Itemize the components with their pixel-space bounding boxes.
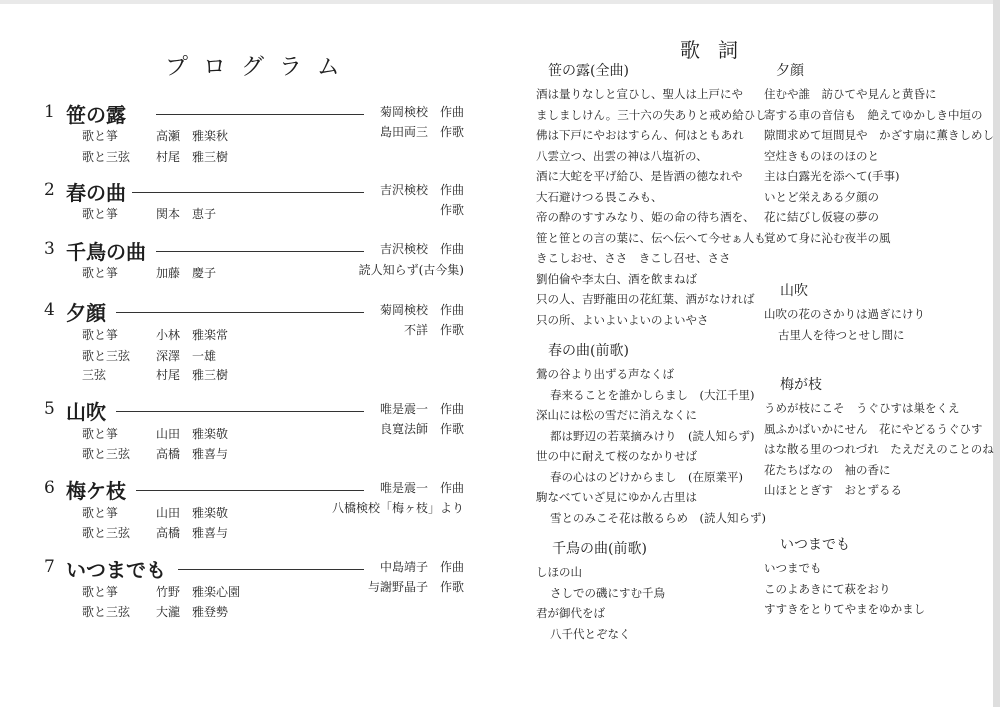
lyric-line: 駒なべていざ見にゆかん古里は (536, 490, 697, 504)
lyricist-credit: 作歌 (439, 203, 464, 217)
program-item (44, 298, 464, 382)
performer-role: 歌と箏 (82, 585, 119, 599)
program-item-number: 7 (44, 557, 55, 577)
lyric-line: 深山には松の雪だに消えなくに (536, 408, 697, 422)
song-title: 春の曲(前歌) (548, 343, 629, 359)
lyric-line: 住むや誰 訪ひてや見んと黄昏に (764, 87, 937, 101)
lyric-line: さしでの磯にすむ千鳥 (550, 585, 665, 600)
performer-row (82, 366, 228, 383)
lyric-line: 山吹の花のさかりは過ぎにけり (764, 307, 925, 321)
lyric-line: 隙間求めて垣間見や かざす扇に薫きしめし (764, 128, 994, 142)
lyric-line: 花たちばなの 袖の香に (764, 462, 891, 477)
song-title: いつまでも (780, 537, 850, 553)
program-item-number: 1 (44, 102, 55, 122)
page-top-edge (0, 0, 1000, 4)
lyric-line: ましましけん。三十六の失ありと戒め給ひし (536, 107, 767, 122)
performer-role: 歌と箏 (82, 266, 119, 280)
performer-row (82, 326, 228, 343)
performer-row (82, 425, 228, 442)
performer-row (82, 603, 228, 620)
lyric-line: 覚めて身に沁む夜半の風 (764, 230, 891, 245)
lyric-line: 春来ることを誰かしらまし (大江千里) (550, 387, 755, 402)
lyricist-credit: 読人知らず(古今集) (358, 263, 464, 277)
composer-credit: 吉沢検校 作曲 (379, 242, 464, 256)
lyric-line: 帝の酔のすすみなり、姫の命の待ち酒を、 (536, 210, 755, 224)
lyrics-song (764, 536, 925, 620)
performer-row (82, 524, 228, 541)
performer-name: 小林 雅楽常 (156, 328, 229, 342)
performer-row (82, 445, 228, 462)
program-item-number: 6 (44, 478, 55, 498)
performer-row (82, 504, 228, 521)
performer-role: 歌と箏 (82, 328, 119, 342)
program-item (44, 397, 464, 461)
performer-name: 山田 雅楽敬 (156, 506, 229, 520)
program-item-number: 4 (44, 300, 55, 320)
leader-rule (132, 192, 364, 193)
program-item-title: 千鳥の曲 (66, 240, 146, 264)
lyricist-credit: 不詳 作歌 (403, 323, 464, 337)
leader-rule (178, 569, 364, 570)
leader-rule (156, 251, 364, 252)
program-item-title: 笹の露 (66, 103, 126, 127)
performer-role: 歌と箏 (82, 506, 119, 520)
lyric-line: 風ふかばいかにせん 花にやどるうぐひす (764, 421, 983, 436)
performer-name: 関本 恵子 (156, 207, 217, 221)
lyric-line: 春の心はのどけからまし (在原業平) (550, 469, 743, 484)
performer-name: 竹野 雅楽心園 (156, 585, 241, 599)
lyric-line: 空炷きものほのほのと (764, 148, 879, 163)
program-item-title: 山吹 (66, 400, 106, 424)
performer-name: 山田 雅楽敬 (156, 427, 229, 441)
performer-role: 歌と箏 (82, 129, 119, 143)
lyrics-song (536, 62, 767, 330)
composer-credit: 唯是震一 作曲 (379, 402, 464, 416)
lyric-line: いとど栄えある夕顔の (764, 189, 879, 204)
composer-credit: 菊岡検校 作曲 (379, 105, 464, 119)
performer-name: 村尾 雅三樹 (156, 368, 229, 382)
performer-name: 深澤 一雄 (156, 349, 217, 363)
lyric-line: 雪とのみこそ花は散るらめ (読人知らず) (550, 510, 766, 525)
page-right-edge (993, 0, 1000, 707)
lyric-line: 古里人を待つとせし間に (778, 327, 905, 342)
performer-role: 歌と三弦 (82, 349, 131, 363)
performer-role: 三弦 (82, 368, 107, 382)
program-item-title: 春の曲 (66, 181, 126, 205)
composer-credit: 唯是震一 作曲 (379, 481, 464, 495)
lyric-line: 只の所、よいよいよいのよいやさ (536, 312, 709, 327)
performer-row (82, 205, 216, 222)
performer-row (82, 127, 228, 144)
lyrics-song (764, 62, 994, 248)
composer-credit: 吉沢検校 作曲 (379, 183, 464, 197)
program-item-number: 5 (44, 399, 55, 419)
program-item (44, 178, 464, 221)
program-item-title: 夕顔 (66, 301, 106, 325)
program-item (44, 555, 464, 619)
lyrics-song (764, 282, 925, 345)
lyric-line: 君が御代をば (536, 606, 605, 620)
song-title: 千鳥の曲(前歌) (552, 541, 647, 557)
lyric-line: 只の人、吉野龍田の花紅葉、酒がなければ (536, 292, 755, 306)
performer-name: 高橋 雅喜与 (156, 447, 229, 461)
lyrics-song (536, 540, 665, 644)
lyric-line: 大石避けつる畏こみも、 (536, 189, 663, 204)
lyric-line: 主は白露光を添へて(手事) (764, 169, 900, 183)
lyric-line: うめが枝にこそ うぐひすは巣をくえ (764, 401, 960, 415)
lyric-line: きこしおせ、ささ きこし召せ、ささ (536, 251, 731, 265)
song-title: 夕顔 (776, 63, 804, 79)
performer-role: 歌と三弦 (82, 447, 131, 461)
lyric-line: 花に結びし仮寝の夢の (764, 210, 879, 224)
performer-row (82, 583, 240, 600)
lyric-line: このよあきにて萩をおり (764, 581, 891, 596)
lyricist-credit: 良寛法師 作歌 (379, 422, 464, 436)
lyric-line: 酒は量りなしと宣ひし、聖人は上戸にや (536, 87, 743, 101)
performer-row (82, 347, 216, 364)
lyric-line: 八千代とぞなく (550, 626, 631, 641)
lyrics-song (536, 342, 766, 528)
performer-role: 歌と三弦 (82, 150, 131, 164)
leader-rule (116, 312, 364, 313)
lyricist-credit: 八橋検校「梅ヶ枝」より (331, 501, 464, 515)
program-item (44, 476, 464, 540)
lyric-line: 酒に大蛇を平げ給ひ、是皆酒の徳なれや (536, 169, 743, 183)
lyric-line: 笹と笹との言の葉に、伝へ伝へて今せぁ人も (536, 230, 766, 245)
lyric-line: 山ほととぎす おとずるる (764, 483, 902, 497)
performer-role: 歌と箏 (82, 207, 119, 221)
program-item (44, 237, 464, 280)
program-item (44, 100, 464, 164)
lyric-line: すすきをとりてやまをゆかまし (764, 602, 926, 616)
lyric-line: 佛は下戸にやおはすらん、何はともあれ (536, 128, 744, 142)
program-title: プログラム (165, 54, 355, 80)
lyric-line: しほの山 (536, 565, 582, 579)
leader-rule (136, 490, 364, 491)
performer-role: 歌と三弦 (82, 605, 131, 619)
song-title: 山吹 (780, 283, 808, 299)
performer-row (82, 148, 228, 165)
lyric-line: 寄する車の音信も 絶えてゆかしき中垣の (764, 107, 983, 122)
performer-role: 歌と三弦 (82, 526, 131, 540)
performer-row (82, 264, 216, 281)
song-title: 梅が枝 (780, 377, 822, 393)
leader-rule (156, 114, 364, 115)
lyrics-song (764, 376, 994, 501)
program-item-number: 3 (44, 239, 55, 259)
performer-role: 歌と箏 (82, 427, 119, 441)
performer-name: 高瀬 雅楽秋 (156, 129, 229, 143)
composer-credit: 中島靖子 作曲 (379, 560, 464, 574)
lyric-line: はな散る里のつれづれ たえだえのことのね (764, 442, 994, 456)
lyric-line: 世の中に耐えて桜のなかりせば (536, 449, 697, 463)
performer-name: 高橋 雅喜与 (156, 526, 229, 540)
song-title: 笹の露(全曲) (548, 63, 629, 79)
lyricist-credit: 与謝野晶子 作歌 (367, 580, 464, 594)
program-item-title: 梅ケ枝 (66, 479, 126, 503)
performer-name: 村尾 雅三樹 (156, 150, 229, 164)
leader-rule (116, 411, 364, 412)
lyric-line: 劉伯倫や李太白、酒を飲まねば (536, 271, 697, 286)
lyricist-credit: 島田両三 作歌 (379, 125, 464, 139)
lyric-line: 都は野辺の若菜摘みけり (読人知らず) (550, 428, 755, 443)
lyrics-title: 歌詞 (680, 38, 756, 62)
performer-name: 大瀧 雅登勢 (156, 605, 229, 619)
lyric-line: いつまでも (764, 561, 822, 575)
program-item-title: いつまでも (66, 558, 166, 582)
program-item-number: 2 (44, 180, 55, 200)
performer-name: 加藤 慶子 (156, 266, 217, 280)
composer-credit: 菊岡検校 作曲 (379, 303, 464, 317)
lyric-line: 八雲立つ、出雲の神は八塩祈の、 (536, 148, 708, 163)
lyric-line: 鶯の谷より出ずる声なくば (536, 367, 674, 381)
